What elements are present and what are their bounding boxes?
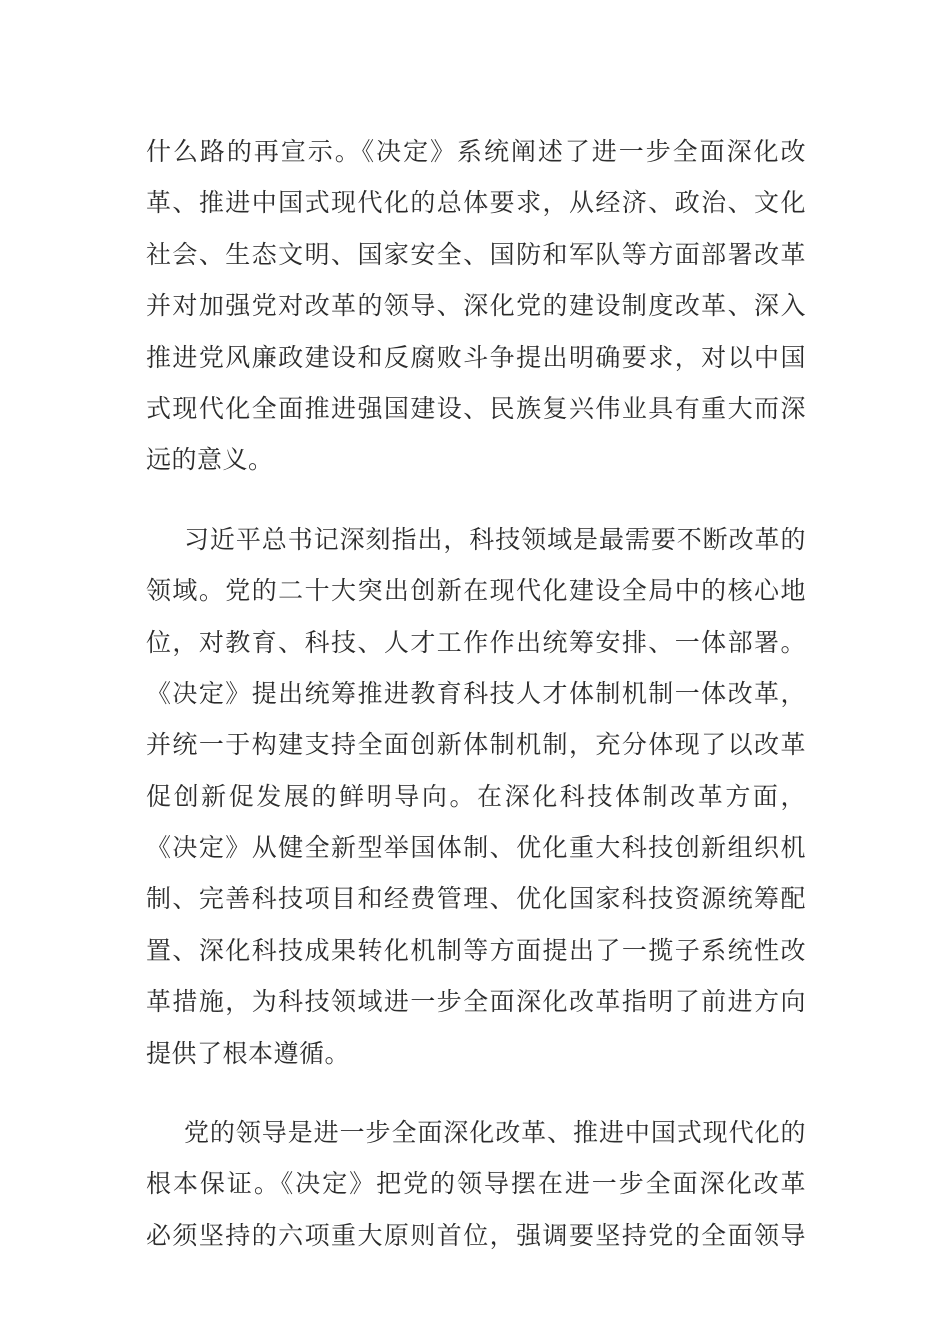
text-line: 并统一于构建支持全面创新体制机制，充分体现了以改革 <box>146 730 806 760</box>
text-line: 《决定》从健全新型举国体制、优化重大科技创新组织机 <box>146 833 806 863</box>
text-line: 促创新促发展的鲜明导向。在深化科技体制改革方面， <box>146 781 806 811</box>
paragraph-1 <box>146 126 806 486</box>
text-line: 领域。党的二十大突出创新在现代化建设全局中的核心地 <box>146 576 806 606</box>
paragraph-3 <box>146 1107 806 1261</box>
text-line: 远的意义。 <box>146 445 274 475</box>
text-line: 社会、生态文明、国家安全、国防和军队等方面部署改革 <box>146 239 806 269</box>
text-line: 置、深化科技成果转化机制等方面提出了一揽子系统性改 <box>146 935 806 965</box>
text-line: 《决定》提出统筹推进教育科技人才体制机制一体改革， <box>146 678 806 708</box>
text-line: 习近平总书记深刻指出，科技领域是最需要不断改革的 <box>184 524 806 554</box>
text-line: 制、完善科技项目和经费管理、优化国家科技资源统筹配 <box>146 884 806 914</box>
text-line: 式现代化全面推进强国建设、民族复兴伟业具有重大而深 <box>146 393 806 423</box>
text-line: 革、推进中国式现代化的总体要求，从经济、政治、文化 <box>146 188 806 218</box>
text-line: 并对加强党对改革的领导、深化党的建设制度改革、深入 <box>146 291 806 321</box>
document-body <box>146 126 806 1289</box>
text-line: 什么路的再宣示。《决定》系统阐述了进一步全面深化改 <box>146 137 806 166</box>
text-line: 根本保证。《决定》把党的领导摆在进一步全面深化改革 <box>146 1169 806 1199</box>
paragraph-2 <box>146 514 806 1079</box>
text-line: 革措施，为科技领域进一步全面深化改革指明了前进方向 <box>146 987 806 1017</box>
text-line: 必须坚持的六项重大原则首位，强调要坚持党的全面领导 <box>146 1220 806 1250</box>
text-line: 位，对教育、科技、人才工作作出统筹安排、一体部署。 <box>146 627 806 657</box>
text-line: 党的领导是进一步全面深化改革、推进中国式现代化的 <box>184 1118 806 1148</box>
text-line: 提供了根本遵循。 <box>146 1038 351 1068</box>
text-line: 推进党风廉政建设和反腐败斗争提出明确要求，对以中国 <box>146 342 806 372</box>
